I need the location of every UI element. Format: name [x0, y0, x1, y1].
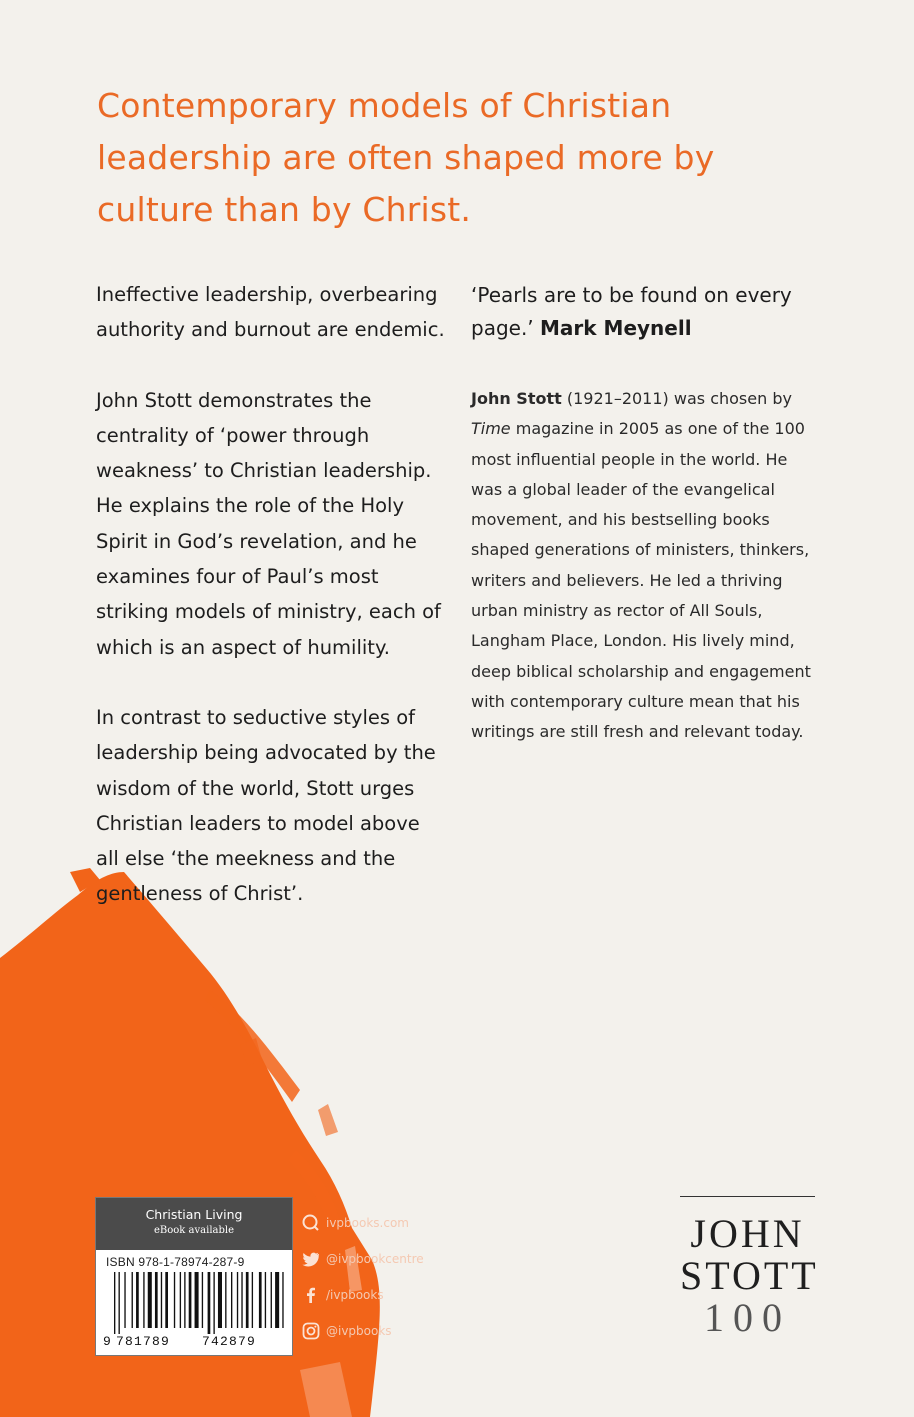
barcode-bar — [252, 1272, 253, 1328]
social-web-text: ivpbooks.com — [326, 1216, 409, 1230]
description-paragraph-1: Ineffective leadership, overbearing authority and burnout are endemic. — [96, 283, 445, 342]
headline: Contemporary models of Christian leadership are often shaped more by culture than by Christ. — [97, 86, 715, 229]
barcode-bar — [265, 1272, 266, 1328]
category-banner — [96, 1198, 292, 1250]
barcode-bar — [218, 1272, 222, 1328]
instagram-icon — [302, 1322, 320, 1340]
barcode-bar — [202, 1272, 203, 1328]
social-twitter[interactable] — [302, 1241, 452, 1277]
category-label: Christian Living — [145, 1207, 243, 1222]
barcode-bar — [195, 1272, 199, 1328]
barcode-bar — [241, 1272, 242, 1328]
social-twitter-text: @ivpbookcentre — [326, 1252, 424, 1266]
barcode-bar — [136, 1272, 139, 1328]
barcode-digit-first: 9 — [103, 1334, 111, 1348]
bio-text-1: was chosen by — [673, 389, 792, 408]
barcode-bar — [246, 1272, 249, 1328]
social-web[interactable] — [302, 1205, 452, 1241]
barcode-panel — [95, 1197, 293, 1356]
description-column — [96, 277, 446, 947]
bio-name: John Stott — [471, 389, 562, 408]
barcode-digits-right: 742879 — [202, 1334, 257, 1348]
social-instagram-text: @ivpbooks — [326, 1324, 392, 1338]
barcode-bar — [259, 1272, 262, 1328]
barcode-bar — [231, 1272, 232, 1328]
social-instagram[interactable] — [302, 1313, 452, 1349]
barcode-bar — [213, 1272, 214, 1334]
description-paragraph-2: John Stott demonstrates the centrality of ‘power through weakness’ to Christian leadership. He explains the role of the Holy Spirit in God’s revelation, and he examines four of Paul’s most striking models of ministry, each of which is an aspect of humility. — [96, 388, 441, 659]
barcode-bar — [155, 1272, 158, 1328]
social-links — [302, 1205, 452, 1349]
series-logo-line-3: 100 — [704, 1295, 791, 1340]
quote-author: Mark Meynell — [540, 316, 692, 340]
series-logo-line-1: JOHN — [690, 1211, 805, 1256]
facebook-icon — [302, 1286, 320, 1304]
barcode-bar — [143, 1272, 144, 1328]
barcode-bar — [165, 1272, 168, 1328]
barcode-bar — [271, 1272, 272, 1328]
social-facebook-text: /ivpbooks — [326, 1288, 384, 1302]
barcode-bar — [161, 1272, 162, 1328]
barcode-bar — [180, 1272, 181, 1328]
bio-magazine: Time — [471, 419, 511, 439]
quote-text: ‘Pearls are to be found on every page.’ — [471, 283, 792, 340]
bio-text-2: magazine in 2005 as one of the 100 most influential people in the world. He was a global leader of the evangelical movement, and his bestselling books shaped generations of ministers, thinkers, writers and believers. He led a thriving urban ministry as rector of All Souls, Langham Place, London. His lively mind, deep biblical scholarship and engagement with contemporary culture mean that his writings are still fresh and relevant today. — [471, 419, 811, 742]
barcode-bar — [282, 1272, 283, 1328]
bio-dates: (1921–2011) — [566, 389, 669, 408]
barcode-bar — [189, 1272, 192, 1328]
barcode-bar — [174, 1272, 175, 1328]
barcode-bar — [114, 1272, 115, 1334]
author-bio — [471, 384, 816, 748]
barcode-bar — [237, 1272, 238, 1328]
barcode-bar — [225, 1272, 226, 1328]
barcode-bar — [119, 1272, 120, 1334]
barcode-bar — [184, 1272, 185, 1328]
barcode-digits-left: 781789 — [116, 1334, 171, 1348]
barcode-bar — [148, 1272, 152, 1328]
endorsement-quote — [471, 279, 801, 345]
barcode — [102, 1272, 286, 1348]
series-logo-line-2: STOTT — [680, 1253, 819, 1298]
barcode-bar — [132, 1272, 133, 1328]
barcode-bar — [208, 1272, 211, 1334]
social-facebook[interactable] — [302, 1277, 452, 1313]
twitter-icon — [302, 1250, 320, 1268]
ebook-label: eBook available — [154, 1225, 234, 1236]
barcode-bar — [275, 1272, 279, 1328]
description-paragraph-3: In contrast to seductive styles of leadership being advocated by the wisdom of the world, Stott urges Christian leaders to model above all else ‘the meekness and the gentleness of Christ’. — [96, 705, 436, 906]
web-icon — [302, 1214, 320, 1232]
series-logo — [680, 1196, 819, 1340]
barcode-bar — [124, 1272, 125, 1328]
isbn-number: ISBN 978-1-78974-287-9 — [106, 1255, 245, 1269]
